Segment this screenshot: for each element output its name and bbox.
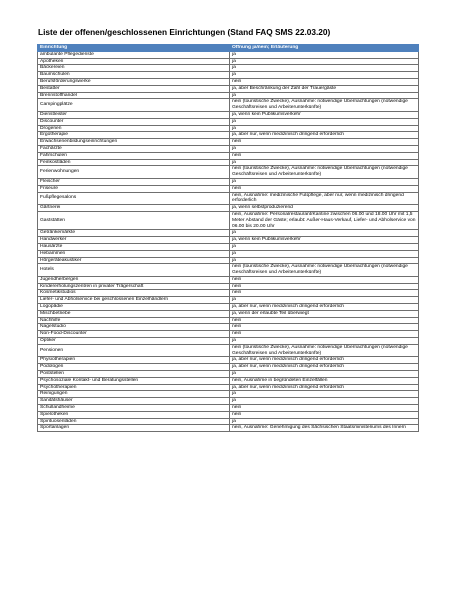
opening-status: ja — [230, 92, 419, 99]
table-row — [38, 78, 419, 85]
opening-status: nein, Ausnahme: medizinische Fußpflege, aber nur, wenn medizinisch dringend erforderlich — [230, 192, 419, 205]
establishment-name: Discounter — [38, 118, 230, 125]
establishment-name: Psychotherapien — [38, 384, 230, 391]
opening-status: nein — [230, 276, 419, 283]
opening-status: ja — [230, 338, 419, 345]
table-row — [38, 425, 419, 432]
opening-status: nein — [230, 290, 419, 297]
establishment-name: Schullandheime — [38, 405, 230, 412]
table-row — [38, 297, 419, 304]
establishment-name: Liefer- und Abholservice bei geschlossenen Einzelhändlern — [38, 297, 230, 304]
table-row — [38, 118, 419, 125]
opening-status: ja — [230, 243, 419, 250]
establishment-name: Hotels — [38, 264, 230, 277]
table-row — [38, 357, 419, 364]
opening-status: nein (touristische Zwecke), Ausnahme: notwendige Übernachtungen (notwendige Geschäftsreisen und Arbeiterunterkünfte) — [230, 344, 419, 357]
establishment-name: Fleischer — [38, 178, 230, 185]
establishment-name: Fußpflegesalons — [38, 192, 230, 205]
table-row — [38, 317, 419, 324]
opening-status: ja — [230, 178, 419, 185]
table-row — [38, 276, 419, 283]
table-row — [38, 159, 419, 166]
table-row — [38, 257, 419, 264]
opening-status: ja — [230, 418, 419, 425]
opening-status: nein — [230, 139, 419, 146]
opening-status: ja — [230, 72, 419, 79]
table-row — [38, 398, 419, 405]
table-row — [38, 344, 419, 357]
establishment-name: Friseure — [38, 185, 230, 192]
opening-status: ja — [230, 159, 419, 166]
establishment-name: Gärtnerei — [38, 205, 230, 212]
opening-status: ja, wenn selbstproduzierend — [230, 205, 419, 212]
table-row — [38, 152, 419, 159]
establishment-name: Hebammen — [38, 250, 230, 257]
opening-status: nein (touristische Zwecke), Ausnahme: notwendige Übernachtungen (notwendige Geschäftsreisen und Arbeiterunterkünfte) — [230, 264, 419, 277]
opening-status: ja, aber nur, wenn medizinisch dringend erforderlich — [230, 357, 419, 364]
table-row — [38, 51, 419, 58]
establishment-name: Spielotheken — [38, 411, 230, 418]
opening-status: ja, aber nur, wenn medizinisch dringend erforderlich — [230, 364, 419, 371]
opening-status: ja — [230, 125, 419, 132]
establishment-name: Physiotherapien — [38, 357, 230, 364]
opening-status: ja, aber nur, wenn medizinisch dringend erforderlich — [230, 384, 419, 391]
establishment-name: Apotheken — [38, 58, 230, 65]
establishment-name: Spirituosenläden — [38, 418, 230, 425]
table-row — [38, 145, 419, 152]
establishment-name: Podologen — [38, 364, 230, 371]
table-row — [38, 304, 419, 311]
table-row — [38, 405, 419, 412]
establishment-name: Drogerien — [38, 125, 230, 132]
table-row — [38, 391, 419, 398]
table-row — [38, 243, 419, 250]
establishment-name: Nagelstudio — [38, 324, 230, 331]
table-row — [38, 230, 419, 237]
establishment-name: Fachärzte — [38, 145, 230, 152]
establishment-name: Logopädie — [38, 304, 230, 311]
table-row — [38, 384, 419, 391]
establishment-name: Mischbetriebe — [38, 310, 230, 317]
table-row — [38, 290, 419, 297]
table-row — [38, 166, 419, 179]
establishment-name: Getränkemärkte — [38, 230, 230, 237]
establishment-name: Ergotherapie — [38, 132, 230, 139]
establishment-name: Non-Food-Discounter — [38, 331, 230, 338]
establishment-name: Kosmetikstudios — [38, 290, 230, 297]
table-row — [38, 364, 419, 371]
table-row — [38, 139, 419, 146]
table-row — [38, 178, 419, 185]
opening-status: nein — [230, 283, 419, 290]
table-row — [38, 338, 419, 345]
table-row — [38, 185, 419, 192]
opening-status: nein, Ausnahme: Personalrestaurant/Kantine zwischen 06.00 und 18.00 Uhr mit 1,5 Meter Abstand der Gäste; erlaubt: Außer-Haus-Verkauf, Liefer- und Abholservice von 06.00 bis 20.00 Uhr — [230, 211, 419, 229]
table-row — [38, 132, 419, 139]
opening-status: ja — [230, 65, 419, 72]
table-row — [38, 211, 419, 229]
table-row — [38, 237, 419, 244]
table-row — [38, 411, 419, 418]
establishment-name: Gaststätten — [38, 211, 230, 229]
opening-status: ja — [230, 118, 419, 125]
opening-status: ja — [230, 230, 419, 237]
establishment-name: Kindererholungszentren in privater Trägerschaft — [38, 283, 230, 290]
establishment-name: Hörgeräteakustiker — [38, 257, 230, 264]
establishment-name: Campingplätze — [38, 99, 230, 112]
table-row — [38, 72, 419, 79]
opening-status: ja, wenn der erlaubte Teil überwiegt — [230, 310, 419, 317]
table-row — [38, 205, 419, 212]
establishment-name: Nachhilfe — [38, 317, 230, 324]
opening-status: ja — [230, 398, 419, 405]
establishment-name: Baumschulen — [38, 72, 230, 79]
establishment-name: Handwerker — [38, 237, 230, 244]
opening-status: nein — [230, 411, 419, 418]
table-row — [38, 192, 419, 205]
opening-status: nein — [230, 331, 419, 338]
establishments-table — [37, 44, 419, 432]
table-row — [38, 58, 419, 65]
establishment-name: Hausärzte — [38, 243, 230, 250]
establishment-name: Reinigungen — [38, 391, 230, 398]
opening-status: ja — [230, 58, 419, 65]
opening-status: nein, Ausnahme: Genehmigung des Sächsischen Staatsministeriums des Innern — [230, 425, 419, 432]
table-row — [38, 92, 419, 99]
opening-status: ja — [230, 145, 419, 152]
opening-status: ja, wenn kein Publikumsverkehr — [230, 237, 419, 244]
table-row — [38, 85, 419, 92]
table-row — [38, 324, 419, 331]
opening-status: ja — [230, 250, 419, 257]
opening-status: ja — [230, 51, 419, 58]
establishment-name: Feinkostläden — [38, 159, 230, 166]
table-row — [38, 331, 419, 338]
establishment-name: Bestatter — [38, 85, 230, 92]
table-row — [38, 377, 419, 384]
opening-status: nein — [230, 317, 419, 324]
opening-status: nein — [230, 152, 419, 159]
opening-status: nein — [230, 324, 419, 331]
opening-status: ja — [230, 391, 419, 398]
opening-status: nein, Ausnahme in begründeten Einzelfällen — [230, 377, 419, 384]
opening-status: ja, aber Beschränkung der Zahl der Trauergäste — [230, 85, 419, 92]
table-row — [38, 371, 419, 378]
document-title: Liste der offenen/geschlossenen Einrichtungen (Stand FAQ SMS 22.03.20) — [38, 27, 331, 37]
table-row — [38, 283, 419, 290]
table-row — [38, 418, 419, 425]
establishment-name: Psychosoziale Kontakt- und Beratungsstellen — [38, 377, 230, 384]
table-row — [38, 125, 419, 132]
establishment-name: ambulante Pflegedienste — [38, 51, 230, 58]
opening-status: ja — [230, 371, 419, 378]
opening-status: nein — [230, 405, 419, 412]
establishment-name: Berufsförderungswerke — [38, 78, 230, 85]
opening-status: nein (touristische Zwecke), Ausnahme: notwendige Übernachtungen (notwendige Geschäftsreisen und Arbeiterunterkünfte) — [230, 99, 419, 112]
establishment-name: Dienstleister — [38, 111, 230, 118]
establishment-name: Sanitätshäuser — [38, 398, 230, 405]
table-row — [38, 310, 419, 317]
table-row — [38, 65, 419, 72]
establishment-name: Fahrschulen — [38, 152, 230, 159]
table-header-row — [38, 45, 419, 52]
opening-status: ja — [230, 297, 419, 304]
opening-status: ja, aber nur, wenn medizinisch dringend erforderlich — [230, 132, 419, 139]
opening-status: nein (touristische Zwecke), Ausnahme: notwendige Übernachtungen (notwendige Geschäftsreisen und Arbeiterunterkünfte) — [230, 166, 419, 179]
column-header-establishment: Einrichtung — [38, 45, 230, 52]
establishment-name: Optiker — [38, 338, 230, 345]
table-row — [38, 264, 419, 277]
establishment-name: Erwachsenenbildungseinrichtungen — [38, 139, 230, 146]
establishment-name: Pensionen — [38, 344, 230, 357]
establishment-name: Brennstoffhandel — [38, 92, 230, 99]
establishment-name: Bäckereien — [38, 65, 230, 72]
establishment-name: Jugendherbergen — [38, 276, 230, 283]
establishment-name: Poststellen — [38, 371, 230, 378]
establishment-name: Sportanlagen — [38, 425, 230, 432]
opening-status: ja, wenn kein Publikumsverkehr — [230, 111, 419, 118]
establishment-name: Ferienwohnungen — [38, 166, 230, 179]
opening-status: ja, aber nur, wenn medizinisch dringend erforderlich — [230, 304, 419, 311]
opening-status: ja — [230, 257, 419, 264]
opening-status: nein — [230, 78, 419, 85]
table-row — [38, 99, 419, 112]
opening-status: nein — [230, 185, 419, 192]
column-header-opening: Öffnung ja/nein; Erläuterung — [230, 45, 419, 52]
table-row — [38, 250, 419, 257]
table-row — [38, 111, 419, 118]
